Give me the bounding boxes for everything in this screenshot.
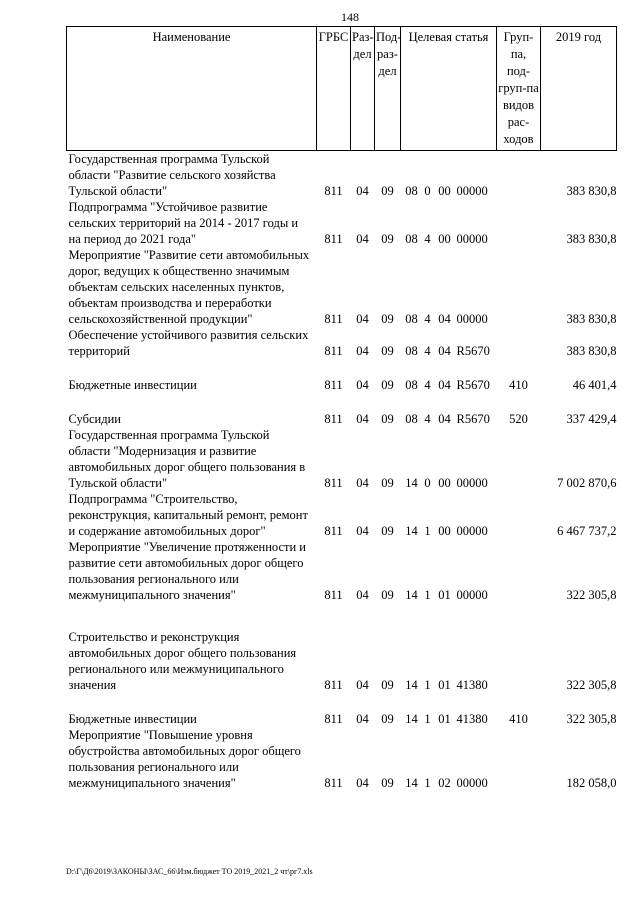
row-amount: 182 058,0 [566, 776, 617, 790]
row-razdel: 04 [356, 712, 369, 726]
row-name: Государственная программа Тульской области "Модернизация и развитие автомобильных дорог общего пользования в Тульской области" [68, 428, 306, 490]
target-part-t1: 14 [405, 712, 418, 726]
row-grbs: 811 [324, 476, 343, 490]
row-name: Мероприятие "Увеличение протяженности и развитие сети автомобильных дорог общего пользования регионального или межмуниципального значения" [68, 540, 306, 602]
row-grbs: 811 [324, 312, 343, 326]
target-part-t3: 04 [438, 344, 451, 358]
row-group [497, 247, 541, 327]
target-part-t3: 04 [438, 378, 451, 392]
row-razdel: 04 [356, 776, 369, 790]
header-amount: 2019 год [541, 27, 617, 151]
table-header-row [67, 27, 617, 151]
row-target [401, 327, 497, 359]
row-razdel: 04 [356, 412, 369, 426]
row-grbs: 811 [324, 678, 343, 692]
target-part-t1: 08 [405, 184, 418, 198]
row-group: 410 [509, 712, 528, 726]
target-part-t3: 00 [438, 184, 451, 198]
table-body [67, 151, 617, 792]
header-grbs: ГРБС [317, 27, 351, 151]
row-podrazdel: 09 [381, 588, 394, 602]
row-group: 520 [509, 412, 528, 426]
target-part-t3: 02 [438, 776, 451, 790]
row-podrazdel: 09 [381, 712, 394, 726]
row-razdel: 04 [356, 184, 369, 198]
row-target [401, 491, 497, 539]
header-group: Груп-па, под-груп-па видов рас-ходов [497, 27, 541, 151]
table-row [67, 327, 617, 359]
row-amount: 6 467 737,2 [557, 524, 617, 538]
target-part-t1: 14 [405, 524, 418, 538]
row-target [401, 427, 497, 491]
target-part-t2: 1 [424, 712, 431, 726]
row-podrazdel: 09 [381, 776, 394, 790]
row-target [401, 199, 497, 247]
row-podrazdel: 09 [381, 184, 394, 198]
row-amount: 322 305,8 [566, 712, 617, 726]
target-part-t2: 1 [424, 678, 431, 692]
target-part-t4: 00000 [456, 184, 488, 198]
row-amount: 337 429,4 [566, 412, 617, 426]
target-part-t2: 1 [424, 588, 431, 602]
row-name: Государственная программа Тульской области "Развитие сельского хозяйства Тульской области" [68, 152, 276, 198]
row-razdel: 04 [356, 232, 369, 246]
row-razdel: 04 [356, 524, 369, 538]
target-part-t3: 04 [438, 412, 451, 426]
row-name: Бюджетные инвестиции [68, 712, 197, 726]
target-part-t4: 00000 [456, 476, 488, 490]
target-part-t2: 4 [424, 344, 431, 358]
row-group [497, 427, 541, 491]
row-name: Бюджетные инвестиции [68, 378, 197, 392]
row-podrazdel: 09 [381, 678, 394, 692]
header-podrazdel: Под-раз-дел [375, 27, 401, 151]
row-grbs: 811 [324, 588, 343, 602]
row-group [497, 629, 541, 693]
row-podrazdel: 09 [381, 476, 394, 490]
row-razdel: 04 [356, 344, 369, 358]
row-amount: 46 401,4 [572, 378, 617, 392]
target-part-t3: 01 [438, 588, 451, 602]
row-target [401, 629, 497, 693]
row-group [497, 327, 541, 359]
budget-table [66, 26, 617, 791]
page-number: 148 [341, 10, 359, 24]
table-row [67, 199, 617, 247]
row-name: Строительство и реконструкция автомобильных дорог общего пользования регионального или межмуниципального значения [68, 630, 297, 692]
table-row [67, 539, 617, 603]
table-row [67, 151, 617, 200]
row-amount: 383 830,8 [566, 312, 617, 326]
row-podrazdel: 09 [381, 232, 394, 246]
target-part-t1: 14 [405, 476, 418, 490]
row-name: Мероприятие "Развитие сети автомобильных дорог, ведущих к общественно значимым объектам сельских населенных пунктов, объектам производства и переработки сельскохозяйственной продукции" [68, 248, 310, 326]
target-part-t1: 08 [405, 232, 418, 246]
table-row [67, 247, 617, 327]
row-grbs: 811 [324, 524, 343, 538]
target-part-t3: 00 [438, 524, 451, 538]
row-group: 410 [509, 378, 528, 392]
header-name: Наименование [67, 27, 317, 151]
table-row [67, 727, 617, 791]
target-part-t2: 4 [424, 312, 431, 326]
row-target [401, 693, 497, 727]
row-grbs: 811 [324, 344, 343, 358]
table-row [67, 427, 617, 491]
target-part-t2: 1 [424, 776, 431, 790]
target-part-t4: R5670 [456, 378, 490, 392]
row-grbs: 811 [324, 378, 343, 392]
row-target [401, 247, 497, 327]
spacer-row [67, 603, 617, 629]
file-path-footer: D:\Г\Д6\2019\ЗАКОНЫ\ЗАС_66\Изм.бюджет ТО 2019_2021_2 чт\рг7.xls [66, 867, 313, 876]
row-razdel: 04 [356, 476, 369, 490]
table-row [67, 393, 617, 427]
row-name: Обеспечение устойчивого развития сельских территорий [68, 328, 309, 358]
target-part-t4: R5670 [456, 344, 490, 358]
row-target [401, 539, 497, 603]
row-grbs: 811 [324, 184, 343, 198]
target-part-t1: 14 [405, 776, 418, 790]
header-razdel: Раз-дел [351, 27, 375, 151]
row-podrazdel: 09 [381, 312, 394, 326]
row-razdel: 04 [356, 678, 369, 692]
target-part-t3: 00 [438, 232, 451, 246]
target-part-t2: 4 [424, 378, 431, 392]
row-podrazdel: 09 [381, 524, 394, 538]
row-razdel: 04 [356, 588, 369, 602]
table-row [67, 693, 617, 727]
target-part-t1: 08 [405, 344, 418, 358]
row-name: Подпрограмма "Устойчивое развитие сельских территорий на 2014 - 2017 годы и на период до 2021 года" [68, 200, 299, 246]
row-name: Мероприятие "Повышение уровня обустройства автомобильных дорог общего пользования регионального или межмуниципального значения" [68, 728, 301, 790]
row-grbs: 811 [324, 712, 343, 726]
target-part-t2: 4 [424, 232, 431, 246]
row-razdel: 04 [356, 312, 369, 326]
row-amount: 383 830,8 [566, 344, 617, 358]
row-target [401, 359, 497, 393]
table-row [67, 359, 617, 393]
target-part-t4: 00000 [456, 312, 488, 326]
target-part-t4: 41380 [456, 712, 488, 726]
target-part-t4: 00000 [456, 776, 488, 790]
target-part-t2: 4 [424, 412, 431, 426]
row-amount: 383 830,8 [566, 232, 617, 246]
row-target [401, 151, 497, 200]
row-target [401, 727, 497, 791]
row-target [401, 393, 497, 427]
target-part-t3: 04 [438, 312, 451, 326]
row-group [497, 727, 541, 791]
target-part-t2: 0 [424, 184, 431, 198]
row-amount: 383 830,8 [566, 184, 617, 198]
row-podrazdel: 09 [381, 378, 394, 392]
target-part-t3: 01 [438, 712, 451, 726]
target-part-t4: 41380 [456, 678, 488, 692]
target-part-t1: 08 [405, 412, 418, 426]
target-part-t4: 00000 [456, 588, 488, 602]
table-row [67, 629, 617, 693]
row-amount: 7 002 870,6 [557, 476, 617, 490]
target-part-t4: 00000 [456, 524, 488, 538]
row-group [497, 539, 541, 603]
row-grbs: 811 [324, 232, 343, 246]
row-razdel: 04 [356, 378, 369, 392]
target-part-t1: 08 [405, 378, 418, 392]
row-group [497, 491, 541, 539]
row-name: Субсидии [68, 412, 121, 426]
target-part-t4: R5670 [456, 412, 490, 426]
target-part-t4: 00000 [456, 232, 488, 246]
row-grbs: 811 [324, 776, 343, 790]
target-part-t3: 01 [438, 678, 451, 692]
row-amount: 322 305,8 [566, 588, 617, 602]
header-target: Целевая статья [401, 27, 497, 151]
target-part-t1: 14 [405, 678, 418, 692]
target-part-t3: 00 [438, 476, 451, 490]
row-name: Подпрограмма "Строительство, реконструкция, капитальный ремонт, ремонт и содержание автомобильных дорог" [68, 492, 308, 538]
row-group [497, 199, 541, 247]
table-row [67, 491, 617, 539]
target-part-t2: 0 [424, 476, 431, 490]
target-part-t1: 14 [405, 588, 418, 602]
row-amount: 322 305,8 [566, 678, 617, 692]
row-grbs: 811 [324, 412, 343, 426]
row-group [497, 151, 541, 200]
target-part-t2: 1 [424, 524, 431, 538]
row-podrazdel: 09 [381, 412, 394, 426]
row-podrazdel: 09 [381, 344, 394, 358]
target-part-t1: 08 [405, 312, 418, 326]
